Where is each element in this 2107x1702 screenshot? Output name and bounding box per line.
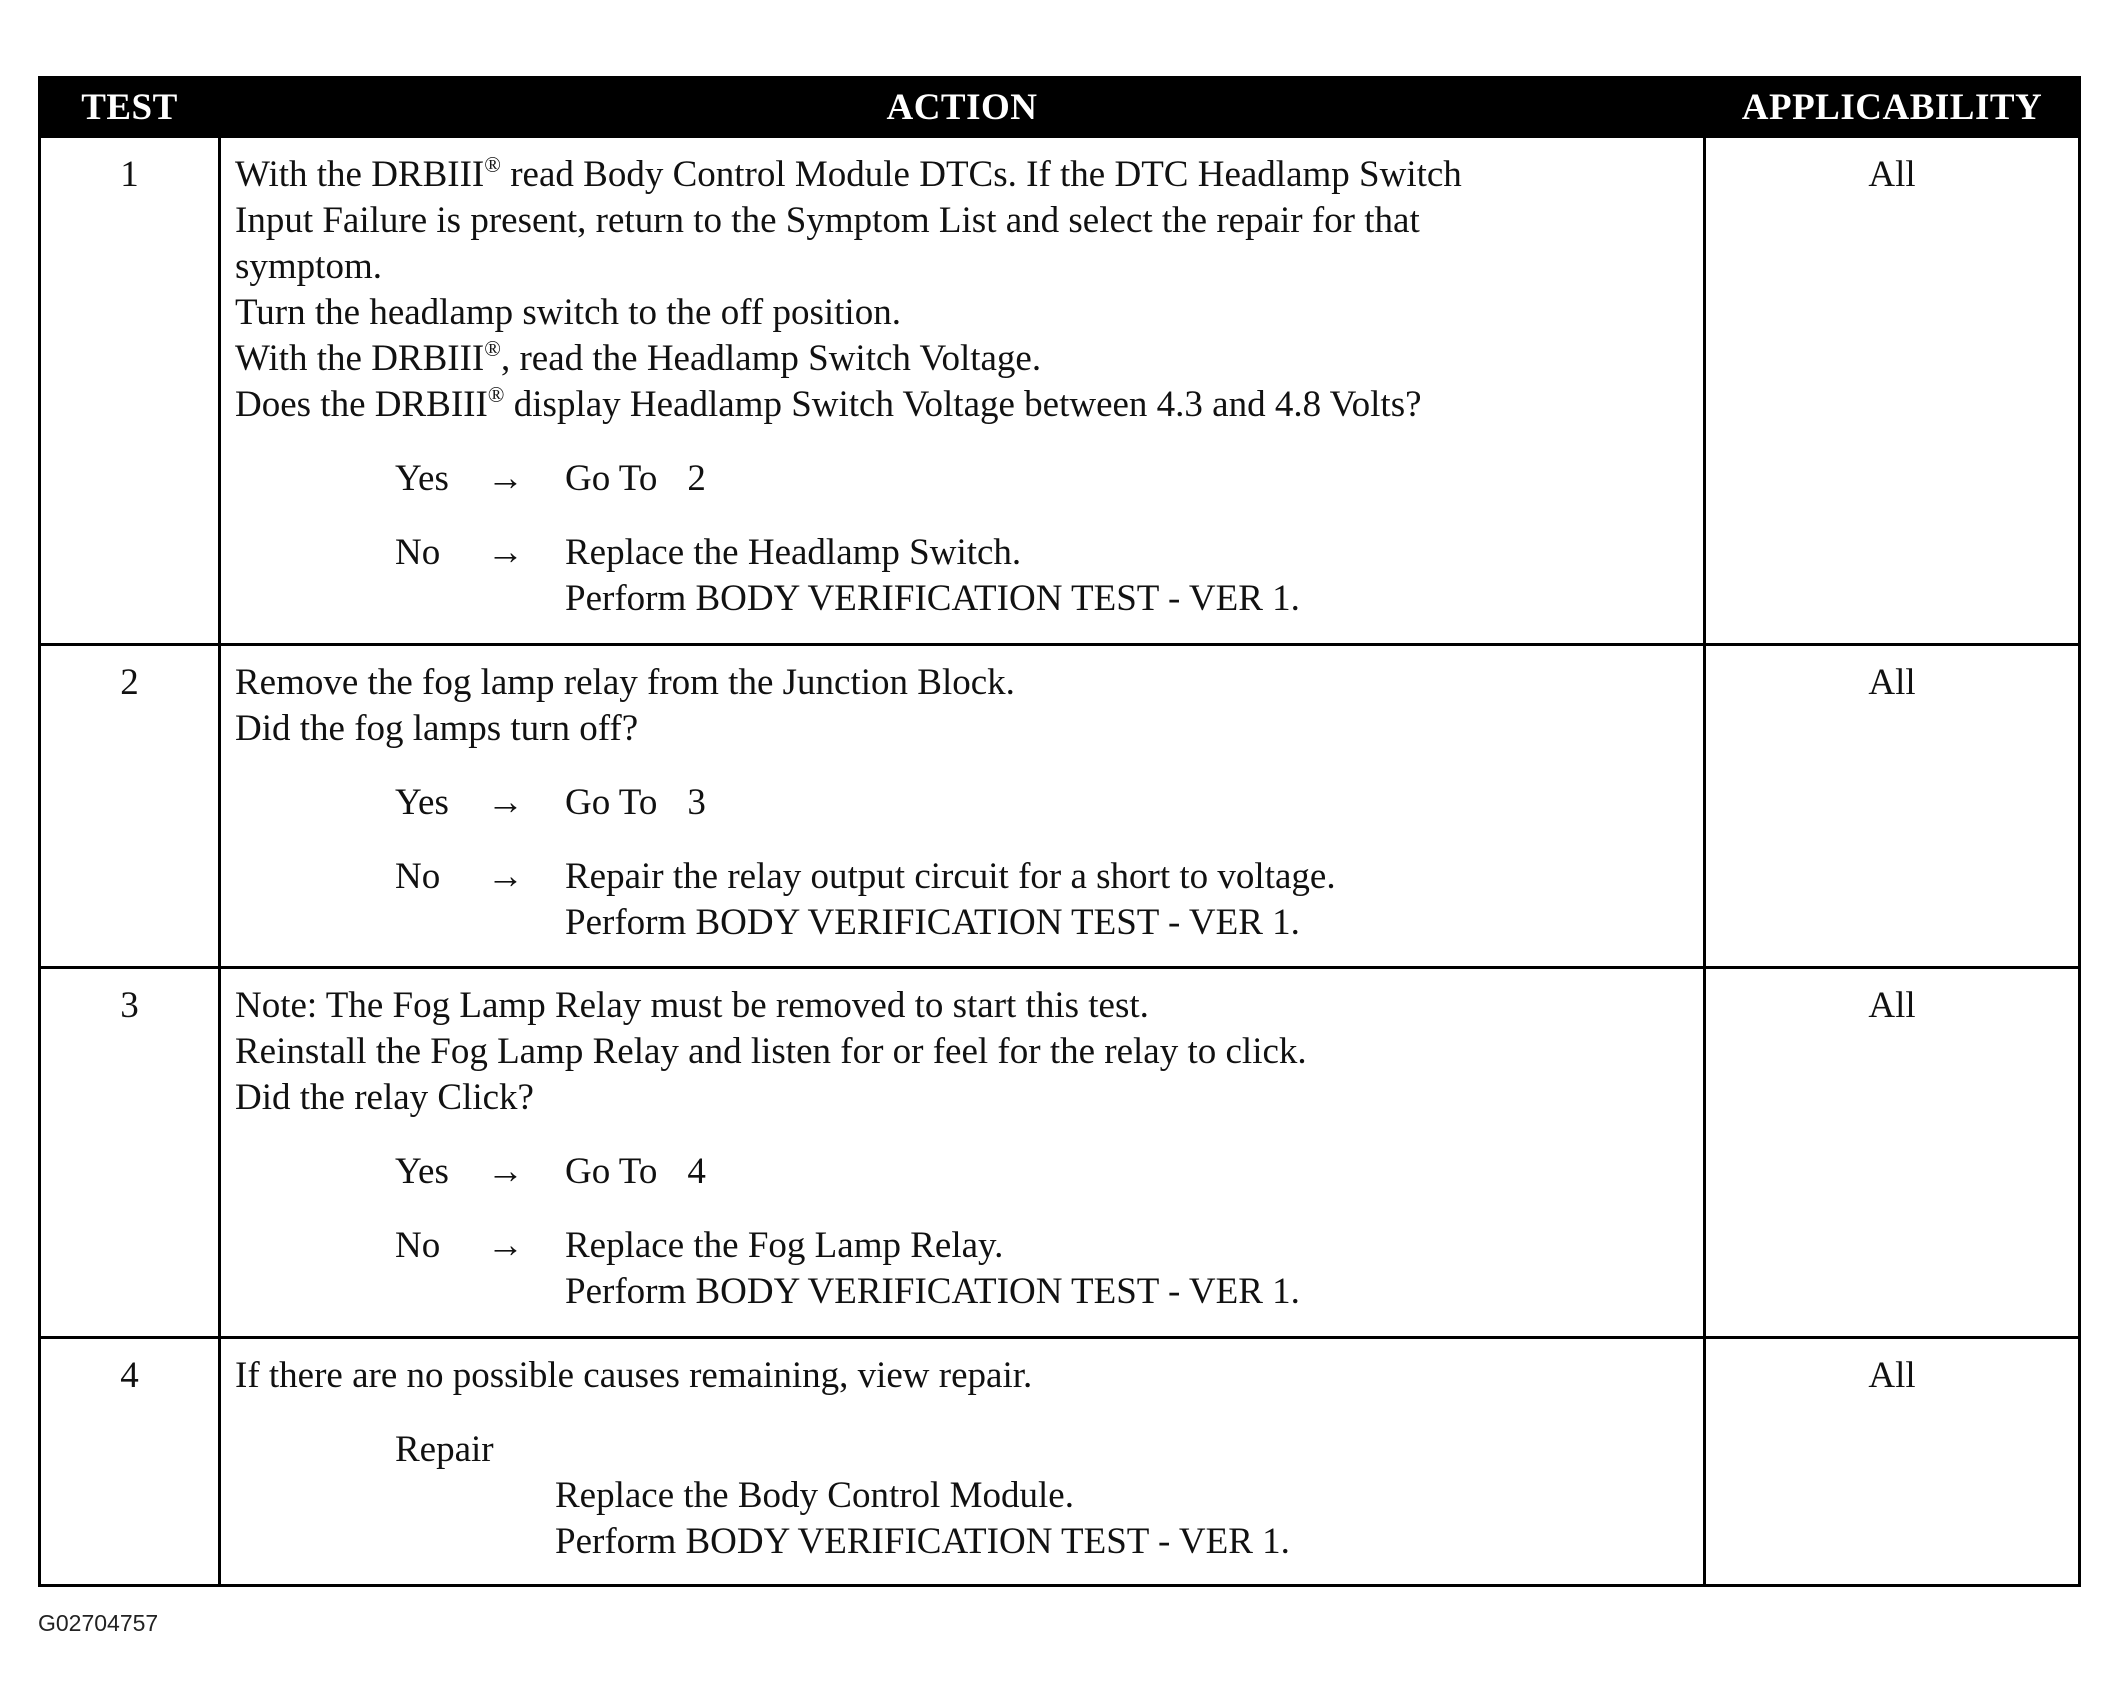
applicability-cell: All [1705, 1338, 2080, 1586]
arrow-icon: → [487, 1151, 524, 1192]
repair-line: Replace the Body Control Module. [555, 1475, 1074, 1516]
table-row [40, 137, 2080, 645]
applicability-cell: All [1705, 645, 2080, 968]
action-line: Turn the headlamp switch to the off position. [235, 292, 901, 333]
test-number: 1 [40, 137, 220, 645]
figure-id: G02704757 [38, 1610, 159, 1636]
header-applicability: APPLICABILITY [1705, 78, 2080, 137]
goto-target: 2 [687, 458, 706, 499]
no-result-line: Perform BODY VERIFICATION TEST - VER 1. [565, 902, 1300, 943]
action-line: If there are no possible causes remaining, view repair. [235, 1355, 1033, 1396]
arrow-icon: → [487, 856, 524, 897]
table-row [40, 1338, 2080, 1586]
goto-target: 4 [687, 1151, 706, 1192]
applicability-cell: All [1705, 968, 2080, 1338]
repair-block [555, 1473, 1693, 1565]
action-line: symptom. [235, 246, 382, 287]
goto-label: Go To [565, 458, 658, 499]
yes-branch [235, 1149, 1693, 1195]
no-result-line: Replace the Headlamp Switch. [565, 532, 1022, 573]
action-cell [220, 645, 1705, 968]
no-result-line: Repair the relay output circuit for a short to voltage. [565, 856, 1336, 897]
action-cell [220, 137, 1705, 645]
action-line: Does the DRBIII® display Headlamp Switch Voltage between 4.3 and 4.8 Volts? [235, 382, 1422, 425]
action-line: Remove the fog lamp relay from the Junction Block. [235, 662, 1015, 703]
arrow-icon: → [487, 1225, 524, 1266]
action-line: With the DRBIII® read Body Control Module DTCs. If the DTC Headlamp Switch [235, 152, 1462, 195]
test-number: 2 [40, 645, 220, 968]
no-branch [235, 530, 1693, 622]
table-header-row [40, 78, 2080, 137]
goto-target: 3 [687, 782, 706, 823]
goto-label: Go To [565, 782, 658, 823]
action-line: Input Failure is present, return to the Symptom List and select the repair for that [235, 200, 1420, 241]
action-line: With the DRBIII®, read the Headlamp Switch Voltage. [235, 336, 1042, 379]
yes-label: Yes [395, 1151, 449, 1192]
no-branch [235, 1223, 1693, 1315]
yes-label: Yes [395, 782, 449, 823]
action-line: Note: The Fog Lamp Relay must be removed to start this test. [235, 985, 1149, 1026]
header-test: TEST [40, 78, 220, 137]
no-label: No [395, 532, 441, 573]
action-line: Reinstall the Fog Lamp Relay and listen for or feel for the relay to click. [235, 1031, 1307, 1072]
action-cell [220, 1338, 1705, 1586]
action-line: Did the relay Click? [235, 1077, 534, 1118]
no-result-line: Replace the Fog Lamp Relay. [565, 1225, 1004, 1266]
goto-label: Go To [565, 1151, 658, 1192]
repair-line: Perform BODY VERIFICATION TEST - VER 1. [555, 1521, 1290, 1562]
action-line: Did the fog lamps turn off? [235, 708, 639, 749]
test-number: 4 [40, 1338, 220, 1586]
applicability-cell: All [1705, 137, 2080, 645]
arrow-icon: → [487, 458, 524, 499]
yes-branch [235, 780, 1693, 826]
no-result-line: Perform BODY VERIFICATION TEST - VER 1. [565, 578, 1300, 619]
arrow-icon: → [487, 532, 524, 573]
table-row [40, 645, 2080, 968]
test-number: 3 [40, 968, 220, 1338]
repair-label: Repair [395, 1429, 494, 1470]
yes-branch [235, 456, 1693, 502]
diagnostic-test-table [38, 76, 2081, 1587]
no-label: No [395, 1225, 441, 1266]
yes-label: Yes [395, 458, 449, 499]
no-branch [235, 854, 1693, 946]
action-cell [220, 968, 1705, 1338]
arrow-icon: → [487, 782, 524, 823]
no-label: No [395, 856, 441, 897]
header-action: ACTION [220, 78, 1705, 137]
no-result-line: Perform BODY VERIFICATION TEST - VER 1. [565, 1271, 1300, 1312]
diagnostic-table-sheet [38, 76, 2078, 1587]
table-row [40, 968, 2080, 1338]
